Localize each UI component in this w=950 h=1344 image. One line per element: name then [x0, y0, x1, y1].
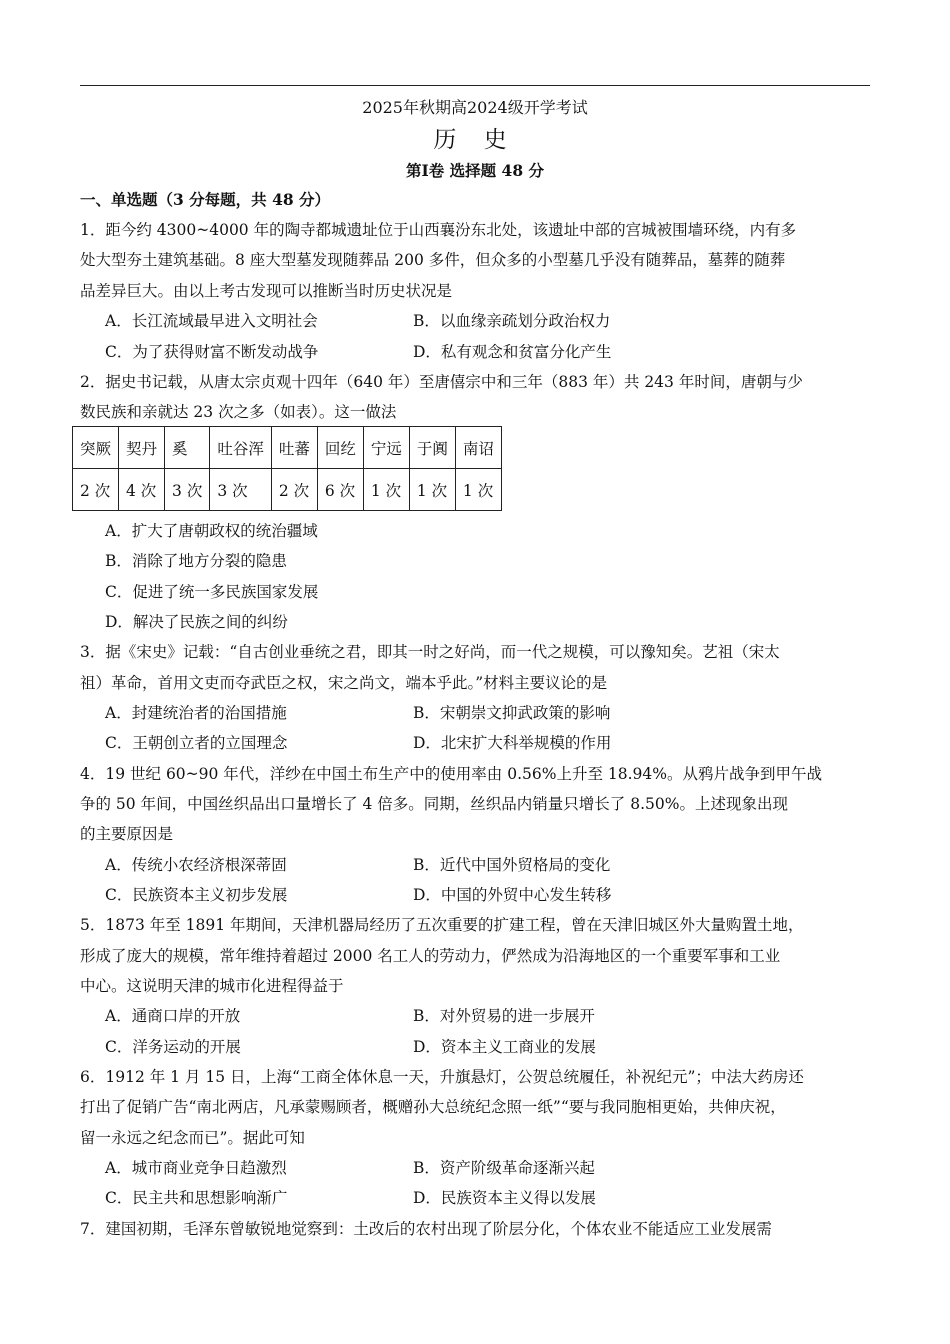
q4-line: 争的 50 年间，中国丝织品出口量增长了 4 倍多。同期，丝织品内销量只增长了 8.50%。上述现象出现 — [80, 795, 788, 813]
q6-option-c[interactable]: C．民主共和思想影响渐广 — [105, 1189, 288, 1207]
q6-line: 留一永远之纪念而已”。据此可知 — [80, 1129, 305, 1147]
table-cell: 3 次 — [165, 469, 210, 511]
volume-title: 第Ⅰ卷 选择题 48 分 — [405, 161, 544, 180]
q6-option-a[interactable]: A．城市商业竞争日趋激烈 — [105, 1159, 287, 1177]
table-cell: 6 次 — [317, 469, 363, 511]
table-header-cell: 回纥 — [317, 427, 363, 469]
table-cell: 4 次 — [119, 469, 165, 511]
q5-option-d[interactable]: D．资本主义工商业的发展 — [413, 1038, 596, 1056]
table-header-cell: 契丹 — [119, 427, 165, 469]
q1-option-d[interactable]: D．私有观念和贫富分化产生 — [413, 343, 612, 361]
q1-line: 处大型夯土建筑基础。8 座大型墓发现随葬品 200 多件，但众多的小型墓几乎没有随葬品，墓葬的随葬 — [80, 251, 786, 269]
q3-option-d[interactable]: D．北宋扩大科举规模的作用 — [413, 734, 612, 752]
table-header-cell: 突厥 — [73, 427, 119, 469]
subject-title: 历 史 — [433, 127, 517, 153]
table-cell: 1 次 — [409, 469, 455, 511]
q2-option-d[interactable]: D．解决了民族之间的纠纷 — [105, 613, 288, 631]
q4-line: 的主要原因是 — [80, 825, 174, 843]
table-header-cell: 吐蕃 — [271, 427, 317, 469]
q2-option-a[interactable]: A．扩大了唐朝政权的统治疆域 — [105, 522, 318, 540]
q2-option-b[interactable]: B．消除了地方分裂的隐患 — [105, 552, 287, 570]
table-cell: 1 次 — [455, 469, 501, 511]
q5-line: 中心。这说明天津的城市化进程得益于 — [80, 977, 344, 995]
q6-line: 打出了促销广告“南北两店，凡承蒙赐顾者，概赠孙大总统纪念照一纸”“要与我同胞相更始，共伸庆祝， — [80, 1098, 786, 1116]
q3-option-c[interactable]: C．王朝创立者的立国理念 — [105, 734, 288, 752]
table-cell: 2 次 — [271, 469, 317, 511]
q1-option-a[interactable]: A．长江流域最早进入文明社会 — [105, 312, 318, 330]
q6-option-d[interactable]: D．民族资本主义得以发展 — [413, 1189, 596, 1207]
q4-option-c[interactable]: C．民族资本主义初步发展 — [105, 886, 288, 904]
q1-option-b[interactable]: B．以血缘亲疏划分政治权力 — [413, 312, 611, 330]
table-header-cell: 宁远 — [363, 427, 409, 469]
q5-line: 形成了庞大的规模，常年维持着超过 2000 名工人的劳动力，俨然成为沿海地区的一个重要军事和工业 — [80, 947, 781, 965]
q5-line: 5．1873 年至 1891 年期间，天津机器局经历了五次重要的扩建工程，曾在天津旧城区外大量购置土地， — [80, 916, 804, 934]
q3-option-a[interactable]: A．封建统治者的治国措施 — [105, 704, 287, 722]
q5-option-a[interactable]: A．通商口岸的开放 — [105, 1007, 241, 1025]
q3-line: 3．据《宋史》记载：“自古创业垂统之君，即其一时之好尚，而一代之规模，可以豫知矣。艺祖（宋太 — [80, 643, 780, 661]
table-cell: 1 次 — [363, 469, 409, 511]
header-rule — [80, 85, 870, 86]
table-cell: 3 次 — [210, 469, 272, 511]
q2-option-c[interactable]: C．促进了统一多民族国家发展 — [105, 583, 319, 601]
q7-line: 7．建国初期，毛泽东曾敏锐地觉察到：土改后的农村出现了阶层分化，个体农业不能适应工业发展需 — [80, 1220, 772, 1238]
q1-option-c[interactable]: C．为了获得财富不断发动战争 — [105, 343, 319, 361]
exam-title: 2025年秋期高2024级开学考试 — [362, 98, 588, 117]
q2-line: 2．据史书记载，从唐太宗贞观十四年（640 年）至唐僖宗中和三年（883 年）共 243 年时间，唐朝与少 — [80, 373, 803, 391]
table-header-cell: 吐谷浑 — [210, 427, 272, 469]
q5-option-c[interactable]: C．洋务运动的开展 — [105, 1038, 241, 1056]
q6-option-b[interactable]: B．资产阶级革命逐渐兴起 — [413, 1159, 595, 1177]
q6-line: 6．1912 年 1 月 15 日，上海“工商全体休息一天，升旗悬灯，公贺总统履任，补祝纪元”；中法大药房还 — [80, 1068, 804, 1086]
table-cell: 2 次 — [73, 469, 119, 511]
table-header-cell: 于阗 — [409, 427, 455, 469]
section-heading: 一、单选题（3 分每题，共 48 分） — [80, 190, 331, 209]
q3-option-b[interactable]: B．宋朝崇文抑武政策的影响 — [413, 704, 611, 722]
table-header-cell: 南诏 — [455, 427, 501, 469]
q5-option-b[interactable]: B．对外贸易的进一步展开 — [413, 1007, 595, 1025]
marriage-table — [72, 426, 502, 511]
q4-line: 4．19 世纪 60~90 年代，洋纱在中国土布生产中的使用率由 0.56%上升至 18.94%。从鸦片战争到甲午战 — [80, 765, 822, 783]
q1-line: 品差异巨大。由以上考古发现可以推断当时历史状况是 — [80, 282, 453, 300]
q4-option-b[interactable]: B．近代中国外贸格局的变化 — [413, 856, 611, 874]
q1-line: 1．距今约 4300~4000 年的陶寺都城遗址位于山西襄汾东北处，该遗址中部的宫城被围墙环绕，内有多 — [80, 221, 797, 239]
q4-option-d[interactable]: D．中国的外贸中心发生转移 — [413, 886, 612, 904]
table-header-row — [73, 427, 502, 469]
table-row — [73, 469, 502, 511]
q4-option-a[interactable]: A．传统小农经济根深蒂固 — [105, 856, 287, 874]
q2-line: 数民族和亲就达 23 次之多（如表）。这一做法 — [80, 403, 397, 421]
table-header-cell: 奚 — [165, 427, 210, 469]
q3-line: 祖）革命，首用文吏而夺武臣之权，宋之尚文，端本乎此。”材料主要议论的是 — [80, 674, 608, 692]
